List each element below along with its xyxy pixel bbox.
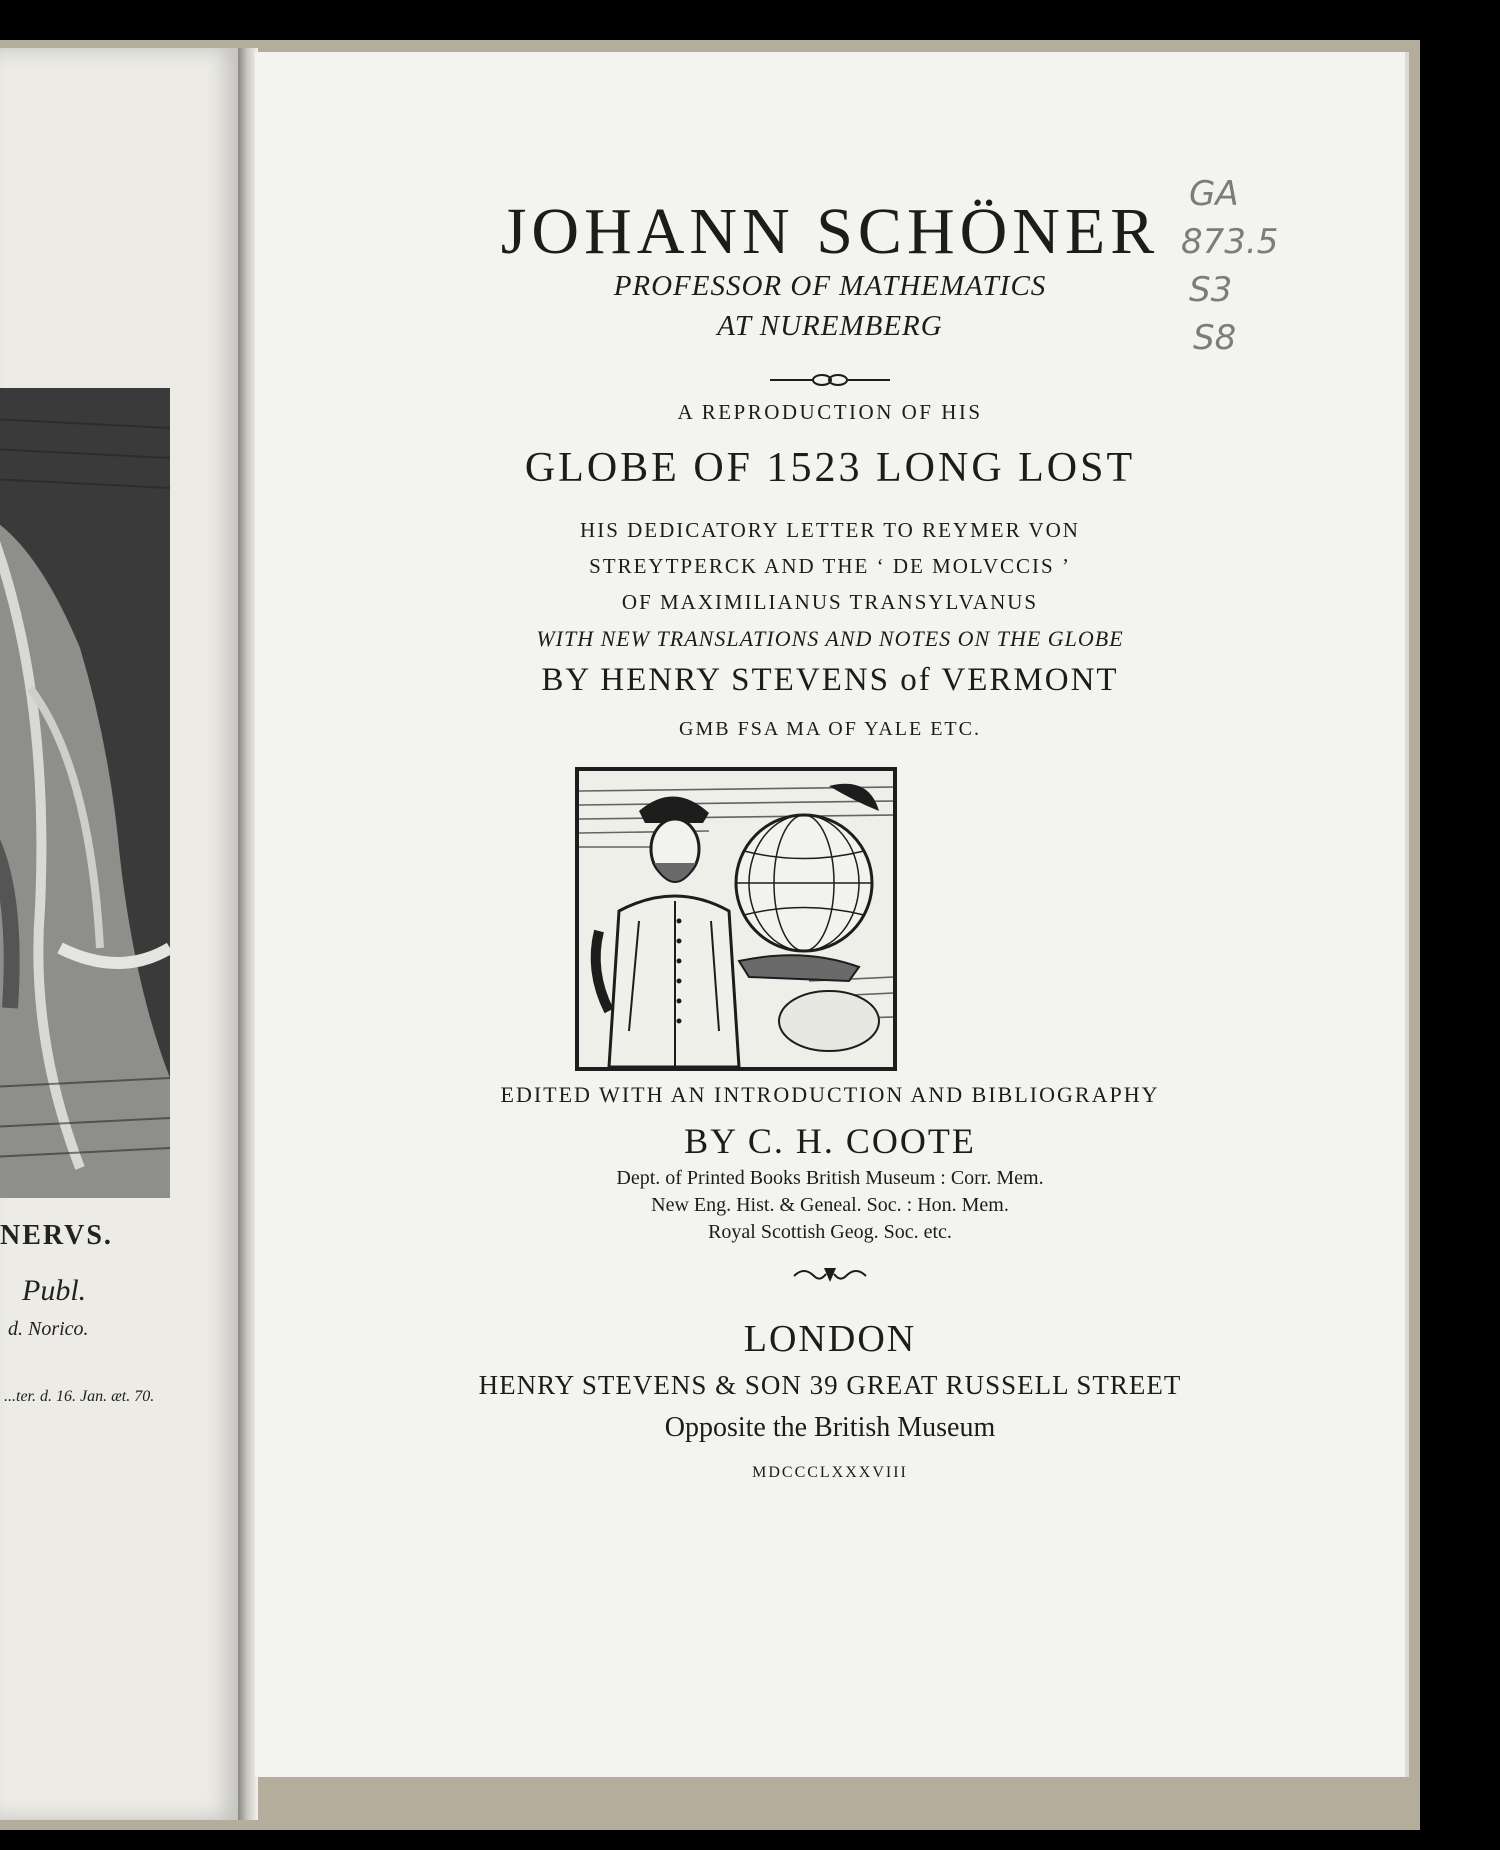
ornament-divider	[255, 370, 1405, 390]
subtitle-line-2: AT NUREMBERG	[717, 310, 943, 342]
plate-small-line: ...ter. d. 16. Jan. æt. 70.	[4, 1388, 155, 1405]
left-page	[0, 48, 240, 1820]
editor-line: BY C. H. COOTE	[684, 1121, 976, 1161]
subtitle-line-1: PROFESSOR OF MATHEMATICS	[613, 270, 1047, 302]
book-title: JOHANN SCHÖNER	[500, 195, 1160, 268]
call-number-line-3: S3	[1189, 270, 1233, 310]
plate-caption: NERVS.	[0, 1220, 113, 1251]
plate-norico: d. Norico.	[8, 1318, 89, 1340]
reproduction-line: A REPRODUCTION OF HIS	[677, 400, 983, 424]
call-number-line-4: S8	[1193, 318, 1237, 358]
call-number-line-1: GA	[1189, 174, 1239, 214]
editor-credentials-2: New Eng. Hist. & Geneal. Soc. : Hon. Mem.	[651, 1194, 1009, 1216]
publisher-city: LONDON	[743, 1318, 917, 1360]
call-number-line-2: 873.5	[1181, 222, 1279, 262]
dedicatory-line-1: HIS DEDICATORY LETTER TO REYMER VON	[580, 518, 1080, 542]
woodcut-illustration	[575, 767, 897, 1071]
dedicatory-line-2: STREYTPERCK AND THE ‘ DE MOLVCCIS ’	[589, 554, 1071, 578]
dedicatory-line-3: OF MAXIMILIANUS TRANSYLVANUS	[621, 590, 1039, 614]
publisher-address: Opposite the British Museum	[664, 1412, 996, 1443]
publication-year: MDCCCLXXXVIII	[752, 1464, 908, 1481]
ornament-fleuron	[255, 1264, 1405, 1286]
editor-credentials-1: Dept. of Printed Books British Museum : Corr. Mem.	[616, 1167, 1044, 1189]
title-page	[255, 52, 1405, 1777]
editor-credentials-3: Royal Scottish Geog. Soc. etc.	[708, 1221, 952, 1243]
edited-line: EDITED WITH AN INTRODUCTION AND BIBLIOGRAPHY	[500, 1082, 1160, 1107]
library-call-number	[1175, 112, 1335, 362]
publisher-line: HENRY STEVENS & SON 39 GREAT RUSSELL STREET	[478, 1370, 1182, 1400]
author-credentials: GMB FSA MA OF YALE ETC.	[679, 718, 981, 740]
author-line: BY HENRY STEVENS of VERMONT	[541, 662, 1119, 698]
globe-line: GLOBE OF 1523 LONG LOST	[524, 445, 1136, 491]
portrait-engraving	[0, 388, 170, 1198]
translations-line: WITH NEW TRANSLATIONS AND NOTES ON THE GLOBE	[536, 626, 1124, 651]
plate-publ: Publ.	[22, 1274, 87, 1307]
